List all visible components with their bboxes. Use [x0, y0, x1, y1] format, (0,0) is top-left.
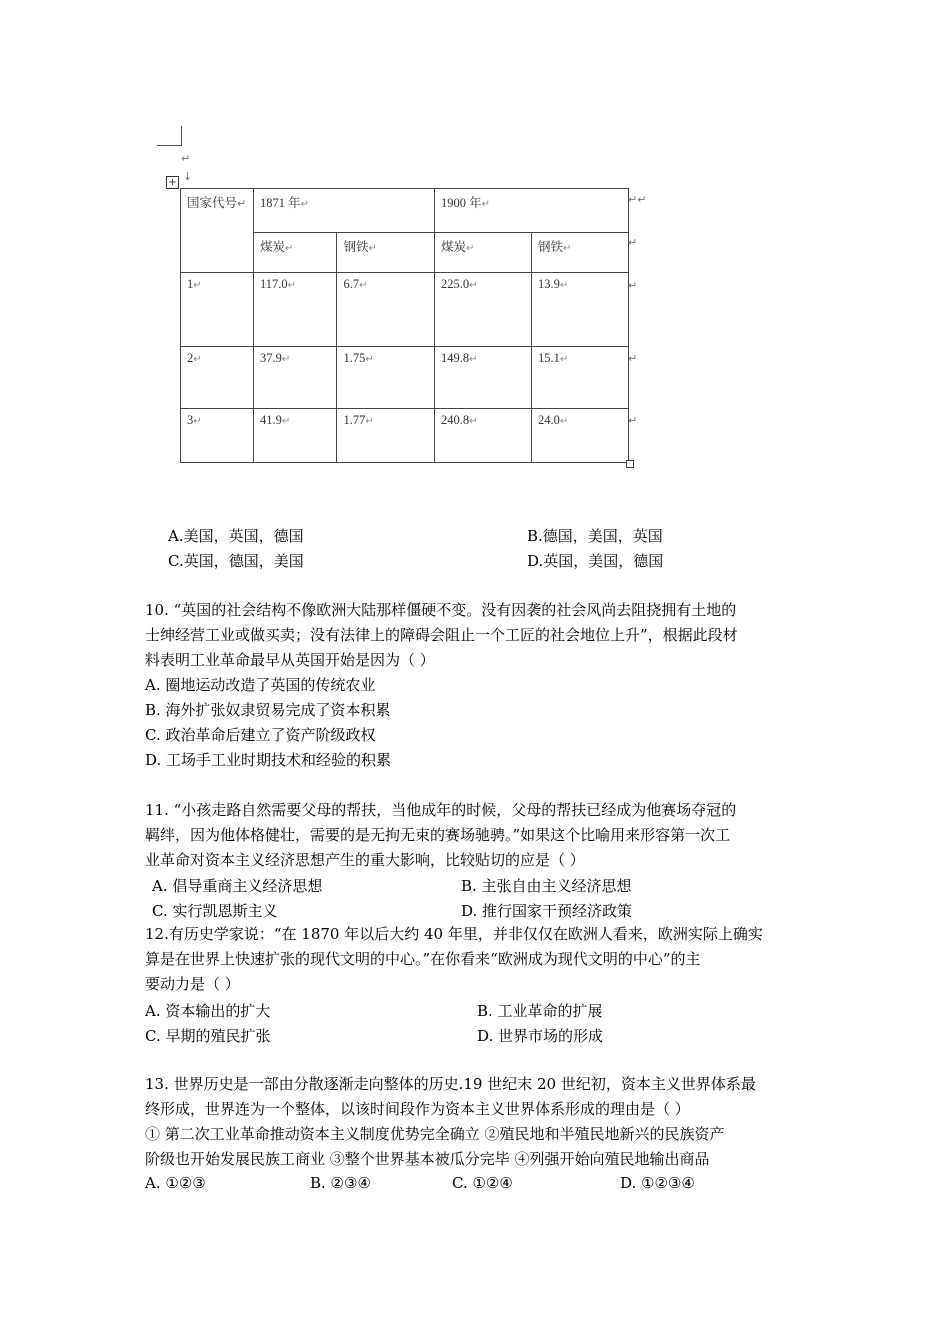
steel-1900-cell: 15.1↵ — [532, 347, 629, 409]
q11-option-c: C. 实行凯恩斯主义 — [152, 902, 278, 920]
q13-option-d: D. ①②③④ — [620, 1174, 695, 1192]
q13-option-c: C. ①②④ — [452, 1174, 513, 1192]
steel-1871-cell: 1.75↵ — [337, 347, 435, 409]
q12-option-c: C. 早期的殖民扩张 — [145, 1027, 271, 1045]
steel-1900-cell: 13.9↵ — [532, 273, 629, 347]
q12-stem-line: 12.有历史学家说：“在 1870 年以后大约 40 年里，并非仅仅在欧洲人看来，欧洲实际上确实 — [145, 925, 763, 943]
coal-1871-cell: 37.9↵ — [254, 347, 337, 409]
q9-option-c: C.英国，德国，美国 — [168, 552, 304, 570]
q11-option-a: A. 倡导重商主义经济思想 — [152, 877, 323, 895]
q12-option-d: D. 世界市场的形成 — [477, 1027, 604, 1045]
steel-1900-cell: 24.0↵ — [532, 409, 629, 463]
q12-option-b: B. 工业革命的扩展 — [477, 1002, 603, 1020]
q10-stem-line: 10. “英国的社会结构不像欧洲大陆那样僵硬不变。没有因袭的社会风尚去阻挠拥有土地的 — [145, 601, 737, 619]
production-table — [180, 188, 629, 463]
q11-stem-line: 业革命对资本主义经济思想产生的重大影响，比较贴切的应是（ ） — [145, 851, 585, 869]
coal-1900-cell: 240.8↵ — [435, 409, 532, 463]
q10-option-c: C. 政治革命后建立了资产阶级政权 — [145, 726, 376, 744]
q11-option-b: B. 主张自由主义经济思想 — [461, 877, 632, 895]
q10-option-b: B. 海外扩张奴隶贸易完成了资本积累 — [145, 701, 391, 719]
steel-1871-cell: 6.7↵ — [337, 273, 435, 347]
paragraph-mark: ↓ — [183, 170, 193, 183]
q12-stem-line: 要动力是（ ） — [145, 975, 240, 993]
q10-stem-line: 士绅经营工业或做买卖；没有法律上的障碍会阻止一个工匠的社会地位上升”，根据此段材 — [145, 626, 738, 644]
header-country-code: 国家代号↵ — [181, 189, 254, 273]
row-end-mark: ↵ — [628, 352, 638, 365]
coal-1900-cell: 149.8↵ — [435, 347, 532, 409]
country-code-cell: 1↵ — [181, 273, 254, 347]
q11-stem-line: 11. “小孩走路自然需要父母的帮扶，当他成年的时候，父母的帮扶已经成为他赛场夺冠的 — [145, 801, 737, 819]
q9-option-a: A.美国，英国，德国 — [168, 527, 304, 545]
q12-stem-line: 算是在世界上快速扩张的现代文明的中心。”在你看来“欧洲成为现代文明的中心”的主 — [145, 950, 701, 968]
table-row — [181, 273, 629, 347]
q10-stem-line: 料表明工业革命最早从英国开始是因为（ ） — [145, 651, 435, 669]
table-move-handle-icon[interactable]: + — [166, 176, 179, 189]
country-code-cell: 3↵ — [181, 409, 254, 463]
page-corner-mark — [157, 126, 182, 146]
row-end-mark: ↵ — [628, 236, 638, 249]
coal-1871-cell: 41.9↵ — [254, 409, 337, 463]
subheader-steel-1871: 钢铁↵ — [337, 233, 435, 273]
subheader-coal-1871: 煤炭↵ — [254, 233, 337, 273]
q9-option-b: B.德国，美国，英国 — [527, 527, 663, 545]
q13-option-b: B. ②③④ — [310, 1174, 371, 1192]
q13-statement-line: ① 第二次工业革命推动资本主义制度优势完全确立 ②殖民地和半殖民地新兴的民族资产 — [145, 1125, 725, 1143]
paragraph-mark: ↵ — [181, 152, 191, 165]
q11-stem-line: 羁绊，因为他体格健壮，需要的是无拘无束的赛场驰骋。”如果这个比喻用来形容第一次工 — [145, 826, 731, 844]
table-resize-handle[interactable] — [626, 460, 634, 468]
coal-1871-cell: 117.0↵ — [254, 273, 337, 347]
q13-option-a: A. ①②③ — [145, 1174, 206, 1192]
table-row — [181, 409, 629, 463]
country-code-cell: 2↵ — [181, 347, 254, 409]
q13-stem-line: 13. 世界历史是一部由分散逐渐走向整体的历史.19 世纪末 20 世纪初，资本主义世界体系最 — [145, 1075, 756, 1093]
header-year-1900: 1900 年↵ — [435, 189, 629, 233]
q10-option-d: D. 工场手工业时期技术和经验的积累 — [145, 751, 392, 769]
row-end-mark: ↵ — [628, 414, 638, 427]
table-header-row — [181, 189, 629, 233]
subheader-coal-1900: 煤炭↵ — [435, 233, 532, 273]
row-end-mark: ↵ — [628, 279, 638, 292]
header-year-1871: 1871 年↵ — [254, 189, 435, 233]
q12-option-a: A. 资本输出的扩大 — [145, 1002, 271, 1020]
steel-1871-cell: 1.77↵ — [337, 409, 435, 463]
q9-option-d: D.英国，美国，德国 — [527, 552, 664, 570]
table-row — [181, 347, 629, 409]
q13-stem-line: 终形成，世界连为一个整体，以该时间段作为资本主义世界体系形成的理由是（ ） — [145, 1100, 690, 1118]
q10-option-a: A. 圈地运动改造了英国的传统农业 — [145, 676, 376, 694]
q13-statement-line: 阶级也开始发展民族工商业 ③整个世界基本被瓜分完毕 ④列强开始向殖民地输出商品 — [145, 1150, 710, 1168]
coal-1900-cell: 225.0↵ — [435, 273, 532, 347]
row-end-mark: ↵↵ — [628, 193, 647, 206]
q11-option-d: D. 推行国家干预经济政策 — [461, 902, 633, 920]
subheader-steel-1900: 钢铁↵ — [532, 233, 629, 273]
